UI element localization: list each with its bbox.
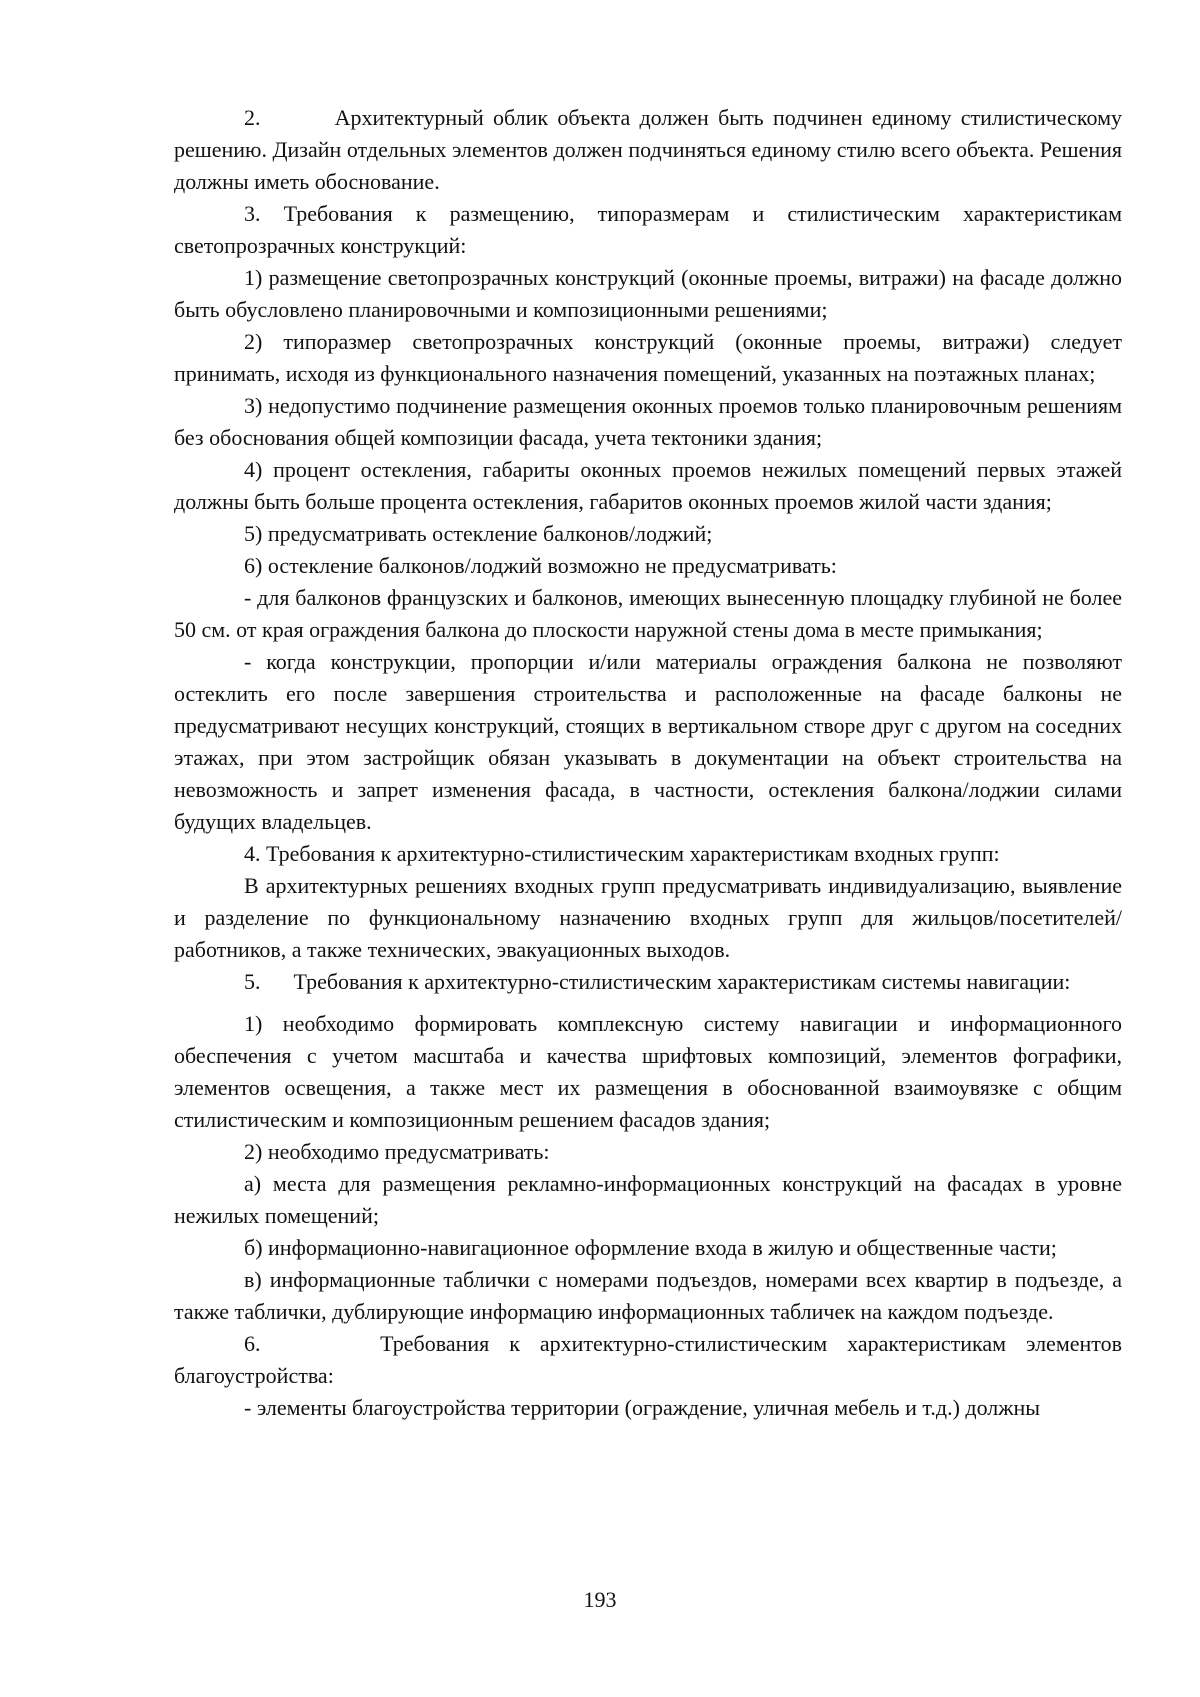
page-number: 193	[583, 1587, 617, 1612]
paragraph-6-text: - элементы благоустройства территории (ограждение, уличная мебель и т.д.) должны	[244, 1395, 1041, 1420]
document-body	[174, 102, 1122, 1424]
paragraph-3-6-b: - когда конструкции, пропорции и/или материалы ограждения балкона не позволяют остеклить его после завершения строительства и расположенные на фасаде балконы не предусматривают несущих конструкций, стоящих в вертикальном створе друг с другом на соседних этажах, при этом застройщик обязан указывать в документации на объект строительства на невозможность и запрет изменения фасада, в частности, остекления балкона/лоджии силами будущих владельцев.	[174, 649, 1122, 834]
paragraph-3-2: 2) типоразмер светопрозрачных конструкций (оконные проемы, витражи) следует принимать, исходя из функционального назначения помещений, указанных на поэтажных планах;	[174, 329, 1122, 386]
paragraph-2: 2. Архитектурный облик объекта должен быть подчинен единому стилистическому решению. Дизайн отдельных элементов должен подчиняться единому стилю всего объекта. Решения должны иметь обоснование.	[174, 105, 1122, 194]
paragraph-5: 5. Требования к архитектурно-стилистическим характеристикам системы навигации:	[244, 969, 1071, 994]
paragraph-3-6: 6) остекление балконов/лоджий возможно не предусматривать:	[244, 553, 837, 578]
paragraph-5-2: 2) необходимо предусматривать:	[244, 1139, 550, 1164]
paragraph-3-4: 4) процент остекления, габариты оконных проемов нежилых помещений первых этажей должны быть больше процента остекления, габаритов оконных проемов жилой части здания;	[174, 457, 1122, 514]
paragraph-6: 6. Требования к архитектурно-стилистическим характеристикам элементов благоустройства:	[174, 1331, 1122, 1388]
paragraph-3-1: 1) размещение светопрозрачных конструкций (оконные проемы, витражи) на фасаде должно быть обусловлено планировочными и композиционными решениями;	[174, 265, 1122, 322]
paragraph-4-text: В архитектурных решениях входных групп предусматривать индивидуализацию, выявление и разделение по функциональному назначению входных групп для жильцов/посетителей/работников, а также технических, эвакуационных выходов.	[174, 873, 1122, 962]
paragraph-3: 3. Требования к размещению, типоразмерам и стилистическим характеристикам светопрозрачных конструкций:	[174, 201, 1122, 258]
paragraph-3-6-a: - для балконов французских и балконов, имеющих вынесенную площадку глубиной не более 50 см. от края ограждения балкона до плоскости наружной стены дома в месте примыкания;	[174, 585, 1122, 642]
paragraph-4: 4. Требования к архитектурно-стилистическим характеристикам входных групп:	[244, 841, 1000, 866]
paragraph-3-3: 3) недопустимо подчинение размещения оконных проемов только планировочным решениям без обоснования общей композиции фасада, учета тектоники здания;	[174, 393, 1122, 450]
paragraph-5-1: 1) необходимо формировать комплексную систему навигации и информационного обеспечения с учетом масштаба и качества шрифтовых композиций, элементов фографики, элементов освещения, а также мест их размещения в обоснованной взаимоувязке с общим стилистическим и композиционным решением фасадов здания;	[174, 1011, 1122, 1132]
paragraph-3-5: 5) предусматривать остекление балконов/лоджий;	[244, 521, 713, 546]
paragraph-5-2-b: б) информационно-навигационное оформление входа в жилую и общественные части;	[244, 1235, 1057, 1260]
paragraph-5-2-a: а) места для размещения рекламно-информационных конструкций на фасадах в уровне нежилых помещений;	[174, 1171, 1122, 1228]
paragraph-5-2-c: в) информационные таблички с номерами подъездов, номерами всех квартир в подъезде, а также таблички, дублирующие информацию информационных табличек на каждом подъезде.	[174, 1267, 1122, 1324]
